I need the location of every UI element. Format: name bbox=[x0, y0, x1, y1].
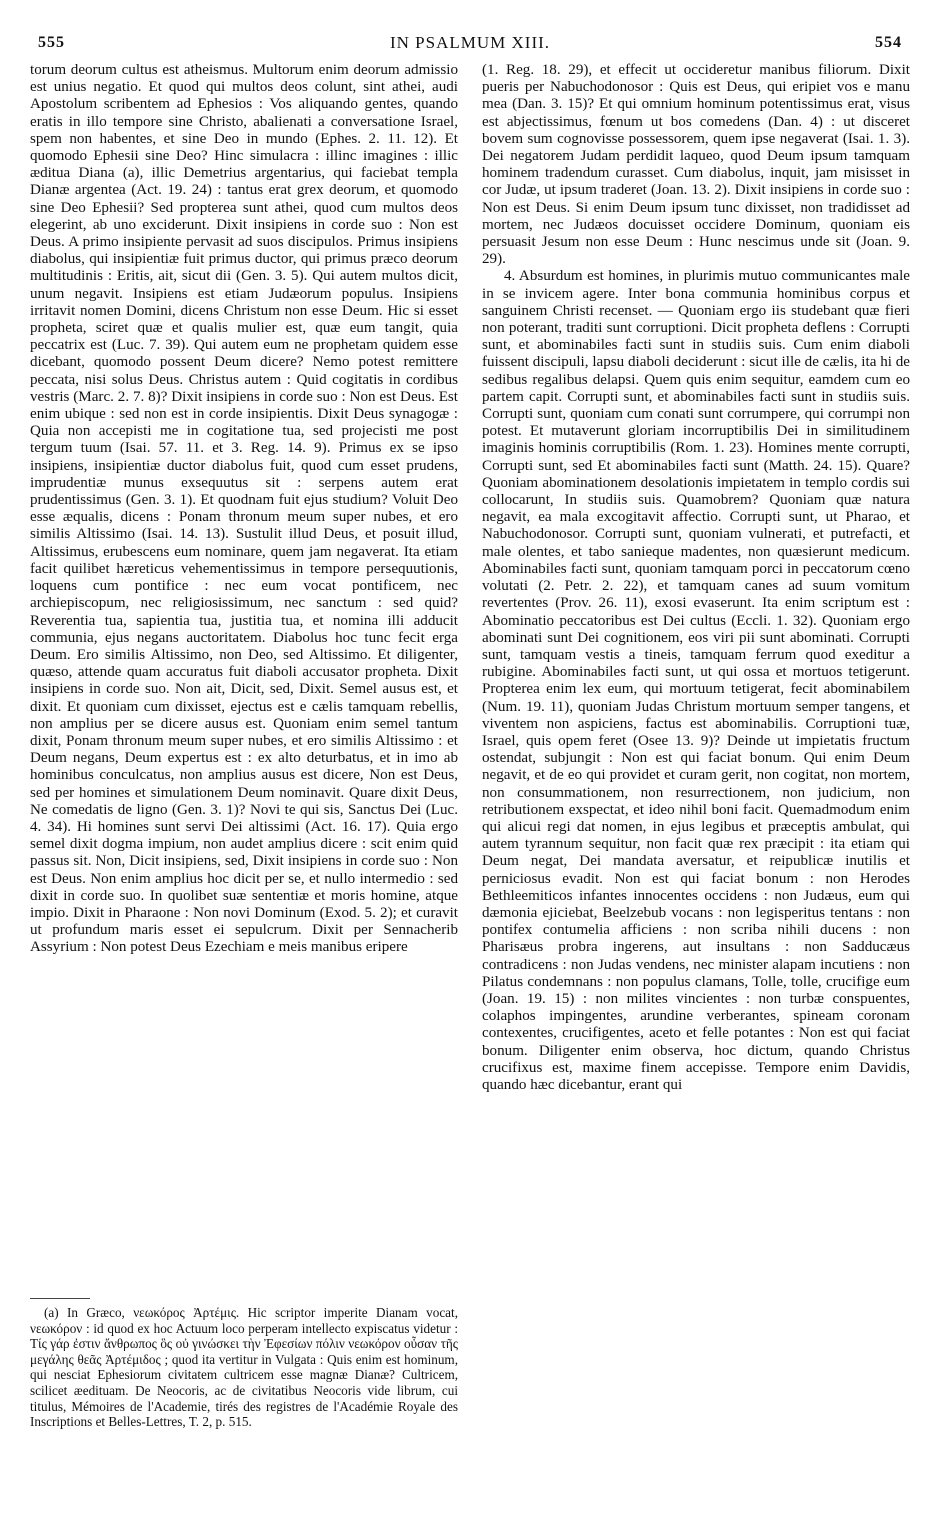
left-text-column bbox=[30, 62, 458, 1292]
paragraph: (1. Reg. 18. 29), et effecit ut occideretur manibus filiorum. Dixit pueris per Nabuchodonosor : Quis est Deus, qui eripiet vos e manu mea (Dan. 3. 15)? Et qui omnium hominum potentissimus erat, visus est abjectissimus, fœnum ut bos comedens (Dan. 4) : ut disceret bovem sum cognovisse possessorem, quem ipse negaverat (Isai. 1. 3). Dei negatorem Judam perdidit laqueo, quod Deum ipsum tamquam hominem tradendum curasset. Cum diabolus, inquit, jam misisset in cor Judæ, ut ipsum traderet (Joan. 13. 2). Dixit insipiens in corde suo : Non est Deus. Si enim Deum ipsum tunc dixisset, non tradidisset ad mortem, nec Judæos docuisset occidere Dominum, quoniam eis persuasit Jesum non esse Deum : Hunc nescimus unde sit (Joan. 9. 29). bbox=[482, 62, 910, 268]
footnote-text: (a) In Græco, νεωκόρος Ἀρτέμις. Hic scriptor imperite Dianam vocat, νεωκόρον : id quod ex hoc Actuum loco perperam intellecto expiscatus videtur : Τίς γάρ ἐστιν ἄνθρωπος ὃς οὐ γινώσκει τὴν Ἐφεσίων πόλιν νεωκόρον οὖσαν τῆς μεγάλης θεᾶς Ἀρτέμιδος ; quod ita vertitur in Vulgata : Quis enim est hominum, qui nesciat Ephesiorum civitatem cultricem esse magnæ Dianæ? Cultricem, scilicet æedituam. De Neocoris, ac de civitatibus Neocoris vide librum, cui titulus, Mémoires de l'Academie, tirés des registres de l'Académie Royale des Inscriptions et Belles-Lettres, T. 2, p. 515. bbox=[30, 1305, 458, 1430]
paragraph: torum deorum cultus est atheismus. Multorum enim deorum admissio est unius negatio. Et quod qui multos deos colunt, sint athei, audi Apostolum scribentem ad Ephesios : Vos aliquando gentes, quando eratis in illo tempore sine Christo, abalienati a conversatione Israel, spem non habentes, et sine Deo in mundo (Ephes. 2. 11. 12). Et quomodo Ephesii sine Deo? Hinc simulacra : illinc imagines : illic æditua Diana (a), illic Demetrius argentarius, qui faciebat templa Dianæ argentea (Act. 19. 24) : tantus erat grex deorum, et quomodo sine Deo Ephesii? Sed propterea sunt athei, quod cum multos deos elegerint, ab uno exciderunt. Dixit insipiens in corde suo : Non est Deus. A primo insipiente pervasit ad suos discipulos. Primus insipiens diabolus, qui insipientiæ fuit primus ductor, qui primus præco deorum multitudinis : Eritis, ait, sicut dii (Gen. 3. 5). Qui autem multos dicit, unum negavit. Insipiens est etiam Judæorum populus. Insipiens irritavit nomen Domini, dicens Christum non esse Deum. Hic si esset propheta, sciret quæ et qualis mulier est, quæ eum tangit, quia peccatrix est (Luc. 7. 39). Qui autem eum ne prophetam quidem esse dicebant, quomodo possent Deum dicere? Nemo potest remittere peccata, nisi solus Deus. Christus autem : Quid cogitatis in cordibus vestris (Marc. 2. 7. 8)? Dixit insipiens in corde suo : Non est Deus. Est enim ubique : sed non est in corde insipientis. Dixit Deus synagogæ : Quia non accepisti me in cogitatione tua, sed projecisti me post tergum tuum (Isai. 57. 11. et 3. Reg. 14. 9). Primus ex se ipso insipiens, insipientiæ ductor diabolus fuit, quod cum esset prudens, imprudentiæ munus exsequutus sit : serpens autem erat prudentissimus (Gen. 3. 1). Et quodnam fuit ejus studium? Voluit Deo esse æqualis, dicens : Ponam thronum meum super nubes, et ero similis Altissimo (Isai. 14. 13). Sustulit illud Deus, et posuit illud, Altissimus, erubescens eum nominare, quem jam negaverat. Ita etiam facit quilibet hæreticus vehementissimus in tempore persequutionis, loquens cum pontifice : nec eum vocat pontificem, nec archiepiscopum, nec religiosissimum, nec sanctum : sed quid? Reverentia tua, sapientia tua, justitia tua, et nomina illi adducit communia, ejus negans auctoritatem. Diabolus hoc tunc fecit erga Deum. Ero similis Altissimo, non Deo, sed Altissimo. Et diligenter, quæso, attende quam accuratus fuit diaboli accusator propheta. Dixit insipiens in corde suo. Non ait, Dicit, sed, Dixit. Semel ausus est, et dixit. Et quoniam cum dixisset, ejectus est e cælis tamquam rebellis, non amplius per se dicere ausus est. Quoniam enim semel tantum dixit, Ponam thronum meum super nubes, et ero similis Altissimo : et Deum negans, Deum expertus est : ex alto deturbatus, et in imo ab hominibus conculcatus, non amplius ausus est dicere, Non est Deus, sed per homines et simulationem Deum nominavit. Quare dixit Deus, Ne comedatis de ligno (Gen. 3. 1)? Novi te qui sis, Sanctus Dei (Luc. 4. 34). Hi homines sunt servi Dei altissimi (Act. 16. 17). Quia ergo semel dixit dogma impium, non audet amplius dicere : scit enim quid passus sit. Non, Dicit insipiens, sed, Dixit insipiens in corde suo : Non est Deus. Non enim amplius hoc dicit per se, et nullo intermedio : sed dixit in corde suo. In quolibet suæ sententiæ et moris homine, atque impio. Dixit in Pharaone : Non novi Dominum (Exod. 5. 2); et curavit ut profundum maris esset ei sepulcrum. Dixit per Sennacherib Assyrium : Non potest Deus Ezechiam e meis manibus eripere bbox=[30, 62, 458, 956]
page-number-right: 554 bbox=[875, 34, 902, 51]
footnote-rule bbox=[30, 1298, 90, 1299]
page-number-left: 555 bbox=[38, 34, 65, 51]
footnote bbox=[30, 1305, 458, 1495]
running-title: IN PSALMUM XIII. bbox=[389, 33, 551, 52]
running-header bbox=[38, 30, 902, 56]
paragraph: 4. Absurdum est homines, in plurimis mutuo communicantes male in se invicem agere. Inter bona communia hominibus corpus et sanguinem Christi recenset. — Quoniam ergo iis studebant quæ fieri non poterant, traditi sunt corruptioni. Dicit propheta deflens : Corrupti sunt, et abominabiles facti sunt in studiis suis. Cum enim diaboli fuissent discipuli, lapsu diaboli deciderunt : sicut ille de cælis, ita hi de sedibus regalibus delapsi. Quem quis enim sequitur, eamdem cum eo partem capit. Corrupti sunt, et abominabiles facti sunt in studiis suis. Corrupti sunt, quoniam cum conati sunt corrumpere, qui corrumpi non potest. Et mutaverunt gloriam incorruptibilis Dei in similitudinem imaginis hominis corruptibilis (Rom. 1. 23). Homines mente corrupti, Corrupti sunt, sed Et abominabiles facti sunt (Matth. 24. 15). Quare? Quoniam abominationem desolationis impietatem in templo cordis sui collocarunt, In studiis suis. Quamobrem? Quoniam quæ natura negavit, ea mala excogitavit affectio. Corrupti sunt, ut Pharao, et Nabuchodonosor. Corrupti sunt, quoniam vulnerati, et putrefacti, et male olentes, et tabo sanieque madentes, non quæsierunt medicum. Abominabiles facti sunt, quoniam tamquam porci in peccatorum cœno volutati (2. Petr. 2. 22), et tamquam canes ad suum vomitum revertentes (Prov. 26. 11), exosi evaserunt. Ita enim scriptum est : Abominatio peccatoribus est Dei cultus (Eccli. 1. 32). Quoniam ergo abominati sunt Dei cognitionem, eos viri pii sunt abominati. Corrupti sunt, tamquam vestis a tineis, tamquam ferrum quod exeditur a rubigine. Abominabiles facti sunt, ut qui ossa et mortuos tetigerunt. Propterea enim lex eum, qui mortuum tetigerat, fecit abominabilem (Num. 19. 11), quoniam Judas Christum mortuum semper tangens, et viventem non aspiciens, factus est abominabilis. Corruptioni tuæ, Israel, quis opem feret (Osee 13. 9)? Deinde ut impietatis fructum ostendat, subjungit : Non est qui faciat bonum. Qui enim Deum negavit, et de eo qui providet et curam gerit, non cogitat, non mortem, non consummationem, non resurrectionem, non judicium, non retributionem exspectat, et ideo nihil boni facit. Quemadmodum enim qui alicui regi dat nomen, in ejus legibus et præceptis ambulat, qui autem tyrannum sequitur, non facit quæ rex præcipit : ita etiam qui Deum negat, Dei mandata aversatur, et reipublicæ inutilis et perniciosus evadit. Non est qui faciat bonum : non Herodes Bethleemiticos infantes innocentes occidens : non Judæus, eum qui dæmonia ejiciebat, Beelzebub vocans : non legisperitus tentans : non pontifex contumelia afficiens : non scriba nihili ducens : non Pharisæus probra ingerens, aut insultans : non Sadducæus contradicens : non Judas vendens, nec minister alapam incutiens : non Pilatus condemnans : non populus clamans, Tolle, tolle, crucifige eum (Joan. 19. 15) : non milites vincientes : non turbæ conspuentes, colaphos impingentes, arundine verberantes, spineam coronam contexentes, crucifigentes, aceto et felle potantes : Non est qui faciat bonum. Diligenter enim observa, hoc dictum, quando Christus crucifixus est, maxime finem accepisse. Tempore enim Davidis, quando hæc dicebantur, erant qui bbox=[482, 268, 910, 1093]
right-text-column bbox=[482, 62, 910, 1522]
